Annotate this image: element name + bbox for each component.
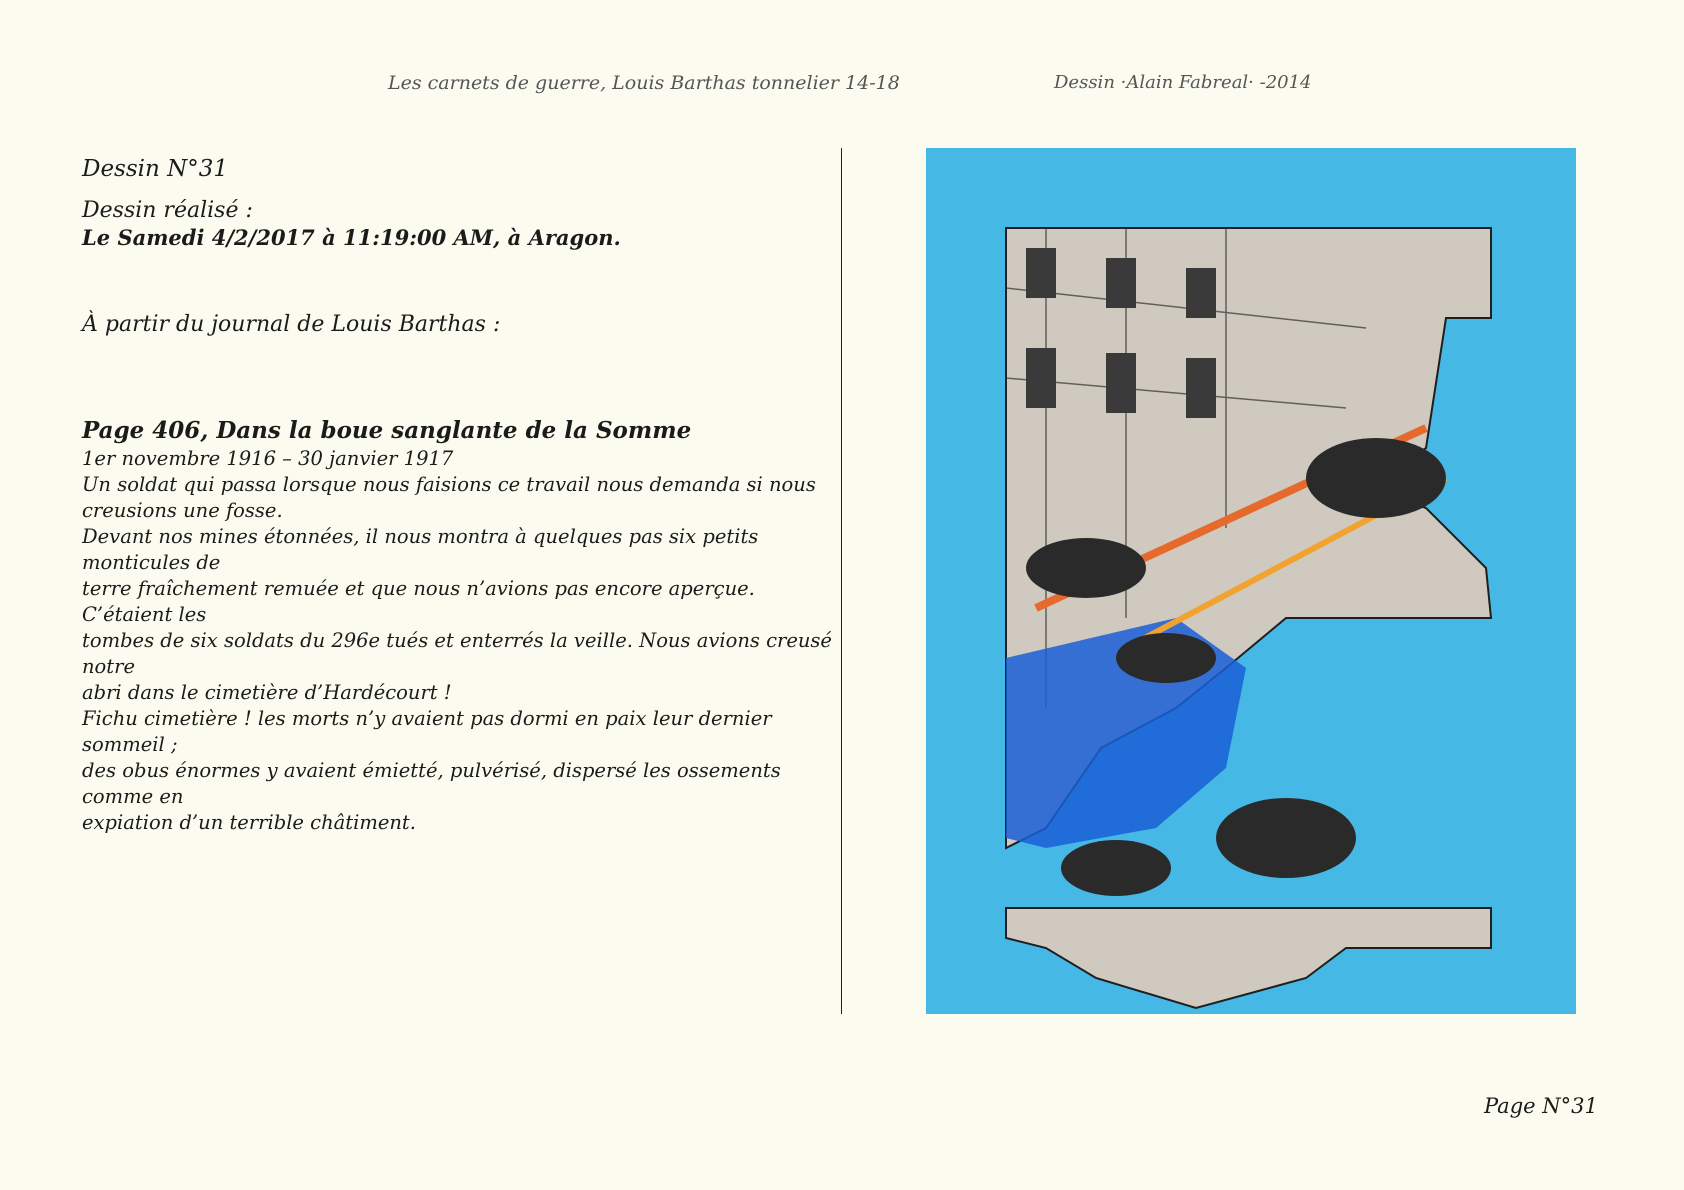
made-date: Le Samedi 4/2/2017 à 11:19:00 AM, à Aragon.	[82, 225, 621, 250]
excerpt-line: terre fraîchement remuée et que nous n’avions pas encore aperçue. C’étaient les	[82, 577, 755, 626]
artwork-window	[1026, 348, 1056, 408]
header-book-title: Les carnets de guerre, Louis Barthas tonnelier 14-18	[388, 72, 900, 94]
excerpt-line: tombes de six soldats du 296e tués et enterrés la veille. Nous avions creusé notre	[82, 629, 832, 678]
header-drawing-credit: Dessin ·Alain Fabreal· -2014	[1054, 72, 1312, 93]
column-divider	[841, 148, 842, 1014]
artwork-mule	[1116, 633, 1216, 683]
drawing-artwork	[926, 148, 1576, 1014]
excerpt-line: Devant nos mines étonnées, il nous montra à quelques pas six petits monticules de	[82, 525, 759, 574]
excerpt-line: des obus énormes y avaient émietté, pulvérisé, dispersé les ossements comme en	[82, 759, 781, 808]
excerpt-period: 1er novembre 1916 – 30 janvier 1917	[82, 447, 454, 470]
artwork-mule	[1216, 798, 1356, 878]
artwork-donkey	[1061, 840, 1171, 896]
made-label: Dessin réalisé :	[82, 198, 253, 223]
text-column	[82, 152, 834, 836]
artwork-window	[1026, 248, 1056, 298]
artwork-window	[1106, 258, 1136, 308]
artwork-window	[1186, 358, 1216, 418]
page-number: Page N°31	[1484, 1094, 1598, 1118]
artwork-donkey	[1026, 538, 1146, 598]
excerpt-line: Fichu cimetière ! les morts n’y avaient pas dormi en paix leur dernier sommeil ;	[82, 707, 772, 756]
artwork-horse	[1306, 438, 1446, 518]
excerpt-line: Un soldat qui passa lorsque nous faisions ce travail nous demanda si nous	[82, 473, 816, 496]
artwork-window	[1186, 268, 1216, 318]
excerpt-title: Page 406, Dans la boue sanglante de la Somme	[82, 417, 692, 444]
excerpt-line: abri dans le cimetière d’Hardécourt !	[82, 681, 452, 704]
drawing-number: Dessin N°31	[82, 156, 229, 182]
source-intro: À partir du journal de Louis Barthas :	[82, 312, 501, 337]
artwork-window	[1106, 353, 1136, 413]
excerpt-line: creusions une fosse.	[82, 499, 283, 522]
excerpt-line: expiation d’un terrible châtiment.	[82, 811, 416, 834]
